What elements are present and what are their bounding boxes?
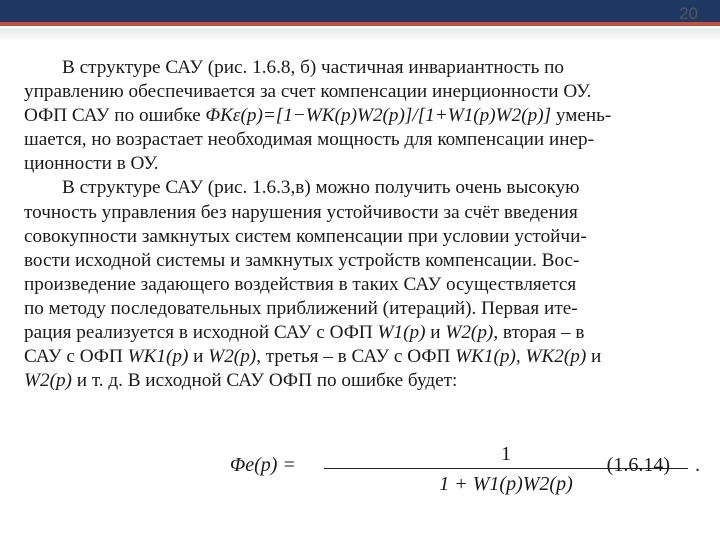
equation-1-6-14: [230, 440, 700, 510]
paragraph-2-line-7: [24, 321, 688, 345]
paragraph-1-line-1: В структуре САУ (рис. 1.6.8, б) частичная инвариантность по: [62, 57, 564, 78]
ofp-formula-inline: ΦKε(p)=[1−WK(p)W2(p)]/[1+W1(p)W2(p)]: [205, 105, 552, 127]
formula-numerator: 1: [501, 443, 511, 465]
formula-wk1: WK1(p),: [455, 346, 521, 368]
slide-number: 20: [679, 4, 698, 23]
formula-w1: W1(p): [377, 322, 426, 344]
formula-wk1: WK1(p): [127, 346, 189, 368]
header-shadow: [0, 28, 720, 42]
header-bar: [0, 0, 720, 22]
paragraph-2-line-5: произведение задающего воздействия в таких САУ осуществляется: [24, 273, 577, 295]
paragraph-1-line-3: [24, 104, 688, 128]
header-accent-line: [0, 22, 720, 26]
text-span: и: [425, 322, 446, 344]
text-span: умень-: [551, 105, 612, 127]
formula-wk2: WK2(p): [525, 346, 587, 368]
paragraph-2-line-2: точность управления без нарушения устойчивости за счёт введения: [24, 201, 578, 223]
paragraph-2-line-1: В структуре САУ (рис. 1.6.3,в) можно получить очень высокую: [62, 177, 580, 199]
formula-w2: W2(p): [208, 346, 257, 368]
paragraph-2-line-8: [24, 345, 688, 369]
text-span: и: [586, 346, 602, 368]
paragraph-2-line-4: вости исходной системы и замкнутых устройств компенсации. Вос-: [24, 249, 580, 271]
paragraph-1-line-4: шается, но возрастает необходимая мощность для компенсации инер-: [24, 129, 595, 151]
formula-w2: W2(p): [24, 370, 72, 392]
formula-lhs: Φe(p) =: [230, 454, 296, 476]
paragraph-2-line-6: по методу последовательных приближений (итераций). Первая ите-: [24, 297, 578, 319]
text-span: и т. д. В исходной САУ ОФП по ошибке будет:: [71, 370, 458, 392]
text-span: , вторая – в: [493, 322, 585, 344]
equation-number: (1.6.14): [606, 454, 670, 476]
text-span: рация реализуется в исходной САУ с ОФП: [24, 322, 378, 344]
paragraph-1-line-2: управлению обеспечивается за счет компенсации инерционности ОУ.: [24, 81, 592, 103]
text-span: , третья – в САУ с ОФП: [256, 346, 456, 368]
formula-denominator: 1 + W1(p)W2(p): [439, 473, 573, 495]
formula-period: .: [695, 454, 700, 476]
text-span: ОФП САУ по ошибке: [24, 105, 206, 127]
paragraph-2-line-3: совокупности замкнутых систем компенсации при условии устойчи-: [24, 225, 587, 247]
text-span: САУ с ОФП: [24, 346, 128, 368]
paragraph-1-line-5: ционности в ОУ.: [24, 153, 159, 175]
text-span: и: [188, 346, 209, 368]
formula-w2: W2(p): [445, 322, 494, 344]
slide-body: [24, 56, 688, 393]
paragraph-2-line-9: [24, 369, 688, 393]
